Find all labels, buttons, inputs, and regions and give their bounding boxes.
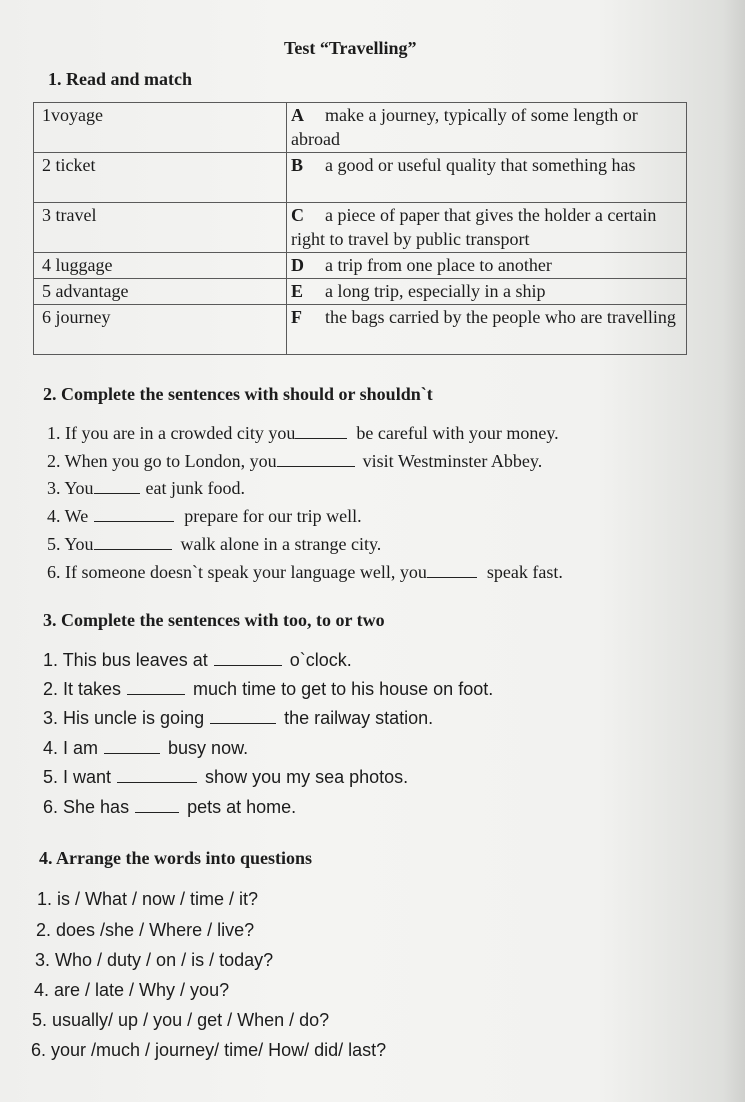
answer-blank[interactable] (295, 422, 347, 439)
answer-blank[interactable] (277, 450, 355, 467)
definition-letter: E (291, 281, 304, 301)
definition-letter: F (291, 307, 302, 327)
sentence-end: eat junk food. (145, 478, 246, 498)
sentence-start: 3. His uncle is going (43, 708, 205, 728)
sentence (47, 533, 381, 555)
task3-heading: 3. Complete the sentences with too, to or two (43, 610, 385, 630)
answer-blank[interactable] (427, 561, 477, 578)
sentence-start: 5. I want (43, 767, 112, 787)
sentence (43, 737, 248, 759)
sentence-start: 5. You (47, 534, 94, 554)
answer-blank[interactable] (94, 477, 140, 494)
sentence-start: 4. We (47, 506, 89, 526)
sentence-end: be careful with your money. (356, 423, 559, 443)
definition-cell (287, 203, 687, 253)
sentence-start: 6. If someone doesn`t speak your language well, you (47, 562, 427, 582)
table-row (34, 253, 687, 279)
task2-heading: 2. Complete the sentences with should or shouldn`t (43, 384, 433, 404)
definition-cell (287, 103, 687, 153)
definition-letter: A (291, 105, 304, 125)
table-row (34, 279, 687, 305)
answer-blank[interactable] (127, 678, 185, 695)
sentence-start: 3. You (47, 478, 94, 498)
question-item: 4. are / late / Why / you? (34, 980, 230, 1000)
answer-blank[interactable] (135, 796, 179, 813)
sentence (43, 649, 352, 671)
match-table (33, 102, 687, 355)
word-cell: 6 journey (34, 305, 287, 355)
sentence (43, 678, 493, 700)
question-item: 1. is / What / now / time / it? (37, 889, 259, 909)
table-row (34, 103, 687, 153)
sentence-start: 1. If you are in a crowded city you (47, 423, 296, 443)
task4-heading: 4. Arrange the words into questions (39, 848, 313, 868)
definition-text: the bags carried by the people who are travelling (325, 307, 676, 327)
sentence (47, 561, 563, 583)
answer-blank[interactable] (94, 533, 172, 550)
word-cell: 2 ticket (34, 153, 287, 203)
table-row (34, 203, 687, 253)
sentence (43, 707, 433, 729)
question-item: 6. your /much / journey/ time/ How/ did/ last? (31, 1040, 387, 1060)
sentence-start: 1. This bus leaves at (43, 650, 208, 670)
sentence (47, 450, 542, 472)
definition-text: a piece of paper that gives the holder a certain right to travel by public transport (291, 205, 657, 249)
definition-text: a trip from one place to another (325, 255, 552, 275)
sentence-end: much time to get to his house on foot. (193, 679, 494, 699)
sentence-end: visit Westminster Abbey. (362, 451, 543, 471)
sentence-end: the railway station. (284, 708, 434, 728)
sentence (43, 766, 408, 788)
definition-text: a good or useful quality that something has (325, 155, 636, 175)
page-title: Test “Travelling” (284, 38, 417, 58)
sentence (43, 796, 296, 818)
word-cell: 3 travel (34, 203, 287, 253)
sentence-end: o`clock. (289, 650, 352, 670)
definition-cell (287, 153, 687, 203)
answer-blank[interactable] (214, 649, 282, 666)
task1-heading: 1. Read and match (48, 69, 193, 89)
table-row (34, 153, 687, 203)
sentence (47, 477, 245, 499)
sentence-start: 4. I am (43, 738, 99, 758)
sentence (47, 422, 559, 444)
answer-blank[interactable] (210, 707, 276, 724)
sentence-start: 6. She has (43, 797, 130, 817)
answer-blank[interactable] (94, 505, 174, 522)
sentence-end: show you my sea photos. (205, 767, 409, 787)
definition-letter: B (291, 155, 304, 175)
question-item: 2. does /she / Where / live? (36, 920, 255, 940)
word-cell: 4 luggage (34, 253, 287, 279)
answer-blank[interactable] (117, 766, 197, 783)
definition-text: make a journey, typically of some length or abroad (291, 105, 638, 149)
sentence-start: 2. When you go to London, you (47, 451, 277, 471)
question-item: 5. usually/ up / you / get / When / do? (32, 1010, 330, 1030)
definition-letter: D (291, 255, 304, 275)
sentence-end: walk alone in a strange city. (180, 534, 382, 554)
sentence-end: pets at home. (187, 797, 297, 817)
word-cell: 1voyage (34, 103, 287, 153)
sentence-end: speak fast. (486, 562, 563, 582)
word-cell: 5 advantage (34, 279, 287, 305)
sentence (47, 505, 362, 527)
question-item: 3. Who / duty / on / is / today? (35, 950, 274, 970)
sentence-end: prepare for our trip well. (184, 506, 362, 526)
answer-blank[interactable] (104, 737, 160, 754)
sentence-start: 2. It takes (43, 679, 122, 699)
sentence-end: busy now. (168, 738, 249, 758)
definition-cell (287, 279, 687, 305)
definition-cell (287, 253, 687, 279)
definition-text: a long trip, especially in a ship (325, 281, 546, 301)
definition-letter: C (291, 205, 304, 225)
definition-cell (287, 305, 687, 355)
table-row (34, 305, 687, 355)
